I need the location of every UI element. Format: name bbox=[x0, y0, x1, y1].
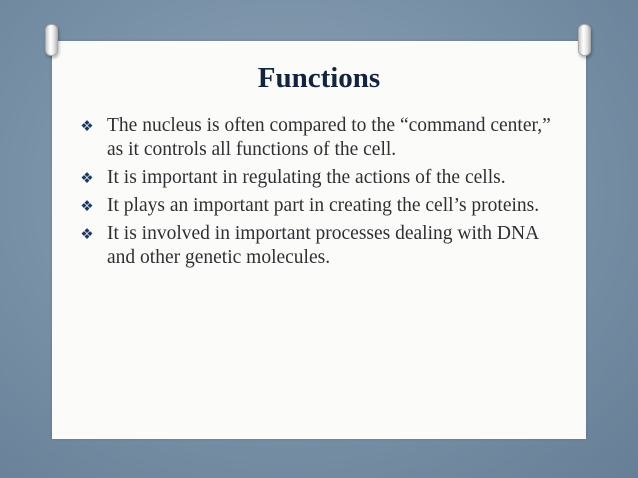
diamond-bullet-icon: ❖ bbox=[80, 169, 94, 187]
bullet-item bbox=[78, 166, 553, 190]
diamond-bullet-icon: ❖ bbox=[80, 197, 94, 215]
slide-title: Functions bbox=[257, 62, 381, 94]
diamond-bullet-icon: ❖ bbox=[80, 117, 94, 135]
bullet-list bbox=[78, 114, 553, 274]
diamond-bullet-icon: ❖ bbox=[80, 225, 94, 243]
bullet-item bbox=[78, 222, 553, 270]
bullet-text: It is involved in important processes dealing with DNA and other genetic molecules. bbox=[107, 223, 539, 268]
bullet-text: It plays an important part in creating the cell’s proteins. bbox=[107, 195, 540, 216]
pin-icon bbox=[45, 24, 58, 56]
bullet-item bbox=[78, 194, 553, 218]
bullet-text: It is important in regulating the actions of the cells. bbox=[107, 167, 506, 188]
bullet-text: The nucleus is often compared to the “command center,” as it controls all functions of the cell. bbox=[107, 115, 551, 160]
bullet-item bbox=[78, 114, 553, 162]
pin-icon bbox=[578, 24, 591, 56]
